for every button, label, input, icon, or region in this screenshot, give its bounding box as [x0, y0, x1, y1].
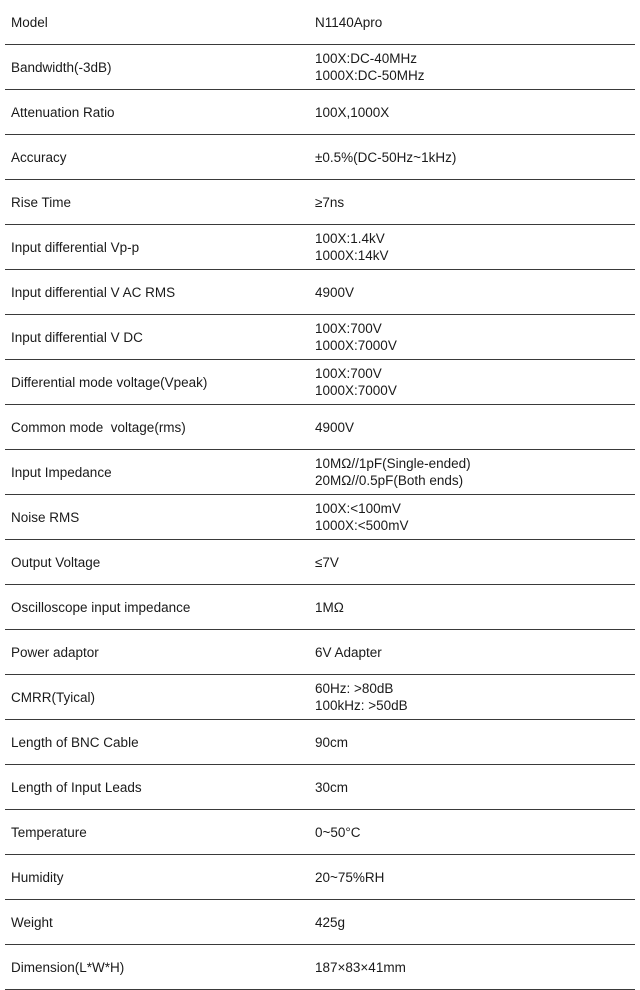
spec-value-line: 100X:700V — [315, 321, 382, 336]
table-row — [5, 540, 635, 585]
spec-label: Input Impedance — [11, 464, 112, 480]
spec-value-line: 30cm — [315, 779, 349, 795]
spec-value — [311, 554, 635, 571]
spec-value — [311, 824, 635, 841]
spec-label: Length of Input Leads — [11, 779, 142, 795]
table-row — [5, 765, 635, 810]
spec-value — [311, 914, 635, 931]
spec-value-line: 100X:<100mV — [315, 501, 401, 516]
table-row — [5, 585, 635, 630]
spec-value — [311, 284, 635, 301]
table-row — [5, 180, 635, 225]
spec-label: Input differential V DC — [11, 329, 143, 345]
spec-value — [311, 320, 635, 354]
spec-value-line: 100X:700V — [315, 366, 382, 381]
spec-value — [311, 230, 635, 264]
spec-label: Output Voltage — [11, 554, 101, 570]
spec-value-line: ≤7V — [315, 554, 339, 570]
spec-label: Common mode voltage(rms) — [11, 419, 186, 435]
spec-label: Humidity — [11, 869, 64, 885]
spec-label: Input differential Vp-p — [11, 239, 140, 255]
spec-value-line: 6V Adapter — [315, 644, 382, 660]
table-row — [5, 0, 635, 45]
table-row — [5, 45, 635, 90]
spec-label: Length of BNC Cable — [11, 734, 139, 750]
spec-value-line: ≥7ns — [315, 194, 345, 210]
spec-value-line: 4900V — [315, 419, 355, 435]
table-row — [5, 810, 635, 855]
spec-value-line: 1000X:<500mV — [315, 518, 409, 533]
spec-value-line: 1000X:DC-50MHz — [315, 68, 425, 83]
spec-label: Dimension(L*W*H) — [11, 959, 125, 975]
spec-value-line: 20MΩ//0.5pF(Both ends) — [315, 473, 464, 488]
spec-value — [311, 644, 635, 661]
table-row — [5, 855, 635, 900]
spec-label: Bandwidth(-3dB) — [11, 59, 112, 75]
spec-value — [311, 500, 635, 534]
table-row — [5, 360, 635, 405]
spec-value — [311, 50, 635, 84]
spec-value — [311, 194, 635, 211]
spec-label: Accuracy — [11, 149, 67, 165]
spec-value-line: 4900V — [315, 284, 355, 300]
spec-value-line: ±0.5%(DC-50Hz~1kHz) — [315, 149, 457, 165]
table-row — [5, 495, 635, 540]
table-row — [5, 315, 635, 360]
spec-value-line: 1000X:7000V — [315, 338, 397, 353]
spec-value — [311, 104, 635, 121]
table-row — [5, 225, 635, 270]
spec-value-line: 0~50°C — [315, 824, 361, 840]
spec-value — [311, 599, 635, 616]
spec-value-line: 425g — [315, 914, 346, 930]
table-row — [5, 900, 635, 945]
spec-value — [311, 869, 635, 886]
spec-value-line: 187×83×41mm — [315, 959, 406, 975]
spec-value-line: 100kHz: >50dB — [315, 698, 408, 713]
spec-value-line: 60Hz: >80dB — [315, 681, 394, 696]
spec-value — [311, 779, 635, 796]
spec-value-line: 1000X:7000V — [315, 383, 397, 398]
table-row — [5, 135, 635, 180]
spec-value — [311, 680, 635, 714]
spec-value-line: 20~75%RH — [315, 869, 385, 885]
spec-value-line: 100X:DC-40MHz — [315, 51, 418, 66]
spec-label: Input differential V AC RMS — [11, 284, 176, 300]
spec-value — [311, 734, 635, 751]
spec-value — [311, 149, 635, 166]
spec-label: Weight — [11, 914, 53, 930]
table-row — [5, 450, 635, 495]
table-row — [5, 405, 635, 450]
spec-value — [311, 455, 635, 489]
spec-value-line: 1000X:14kV — [315, 248, 389, 263]
spec-label: Power adaptor — [11, 644, 99, 660]
table-row — [5, 630, 635, 675]
spec-label: Attenuation Ratio — [11, 104, 115, 120]
spec-label: CMRR(Tyical) — [11, 689, 95, 705]
spec-value — [311, 419, 635, 436]
spec-value-line: 1MΩ — [315, 599, 344, 615]
spec-value — [311, 365, 635, 399]
spec-label: Model — [11, 14, 48, 30]
table-row — [5, 270, 635, 315]
spec-value-line: 100X,1000X — [315, 104, 390, 120]
spec-label: Temperature — [11, 824, 87, 840]
spec-value-line: 100X:1.4kV — [315, 231, 385, 246]
table-row — [5, 675, 635, 720]
spec-label: Rise Time — [11, 194, 72, 210]
spec-value-line: 90cm — [315, 734, 349, 750]
spec-label: Oscilloscope input impedance — [11, 599, 191, 615]
table-row — [5, 720, 635, 765]
table-row — [5, 90, 635, 135]
table-row — [5, 945, 635, 990]
spec-label: Differential mode voltage(Vpeak) — [11, 374, 208, 390]
spec-value-line: N1140Apro — [315, 14, 383, 30]
spec-value — [311, 959, 635, 976]
spec-label: Noise RMS — [11, 509, 80, 525]
spec-value-line: 10MΩ//1pF(Single-ended) — [315, 456, 471, 471]
spec-value — [311, 14, 635, 31]
